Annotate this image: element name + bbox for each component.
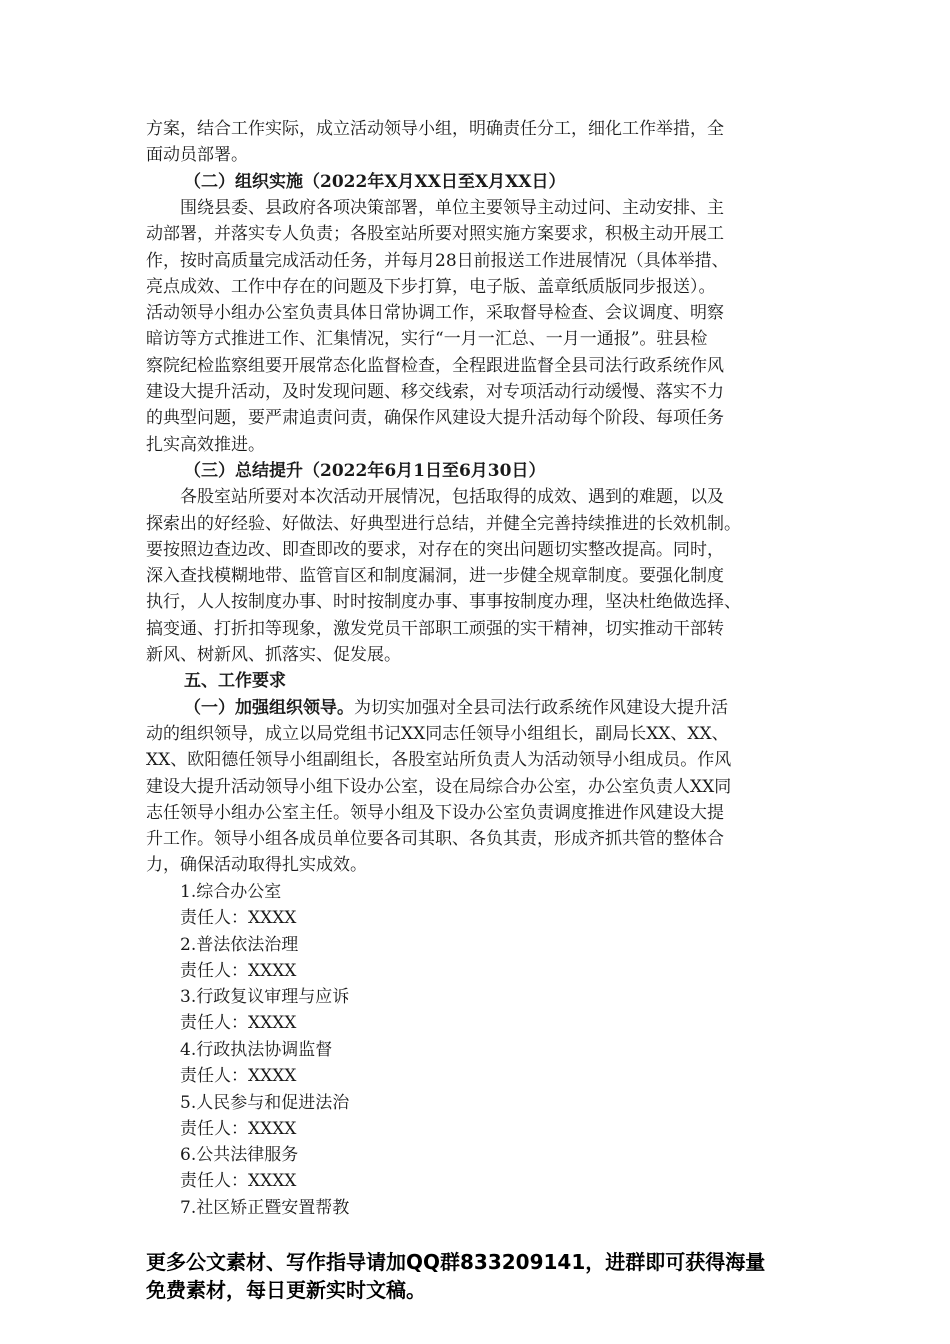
paragraph-line: 方案，结合工作实际，成立活动领导小组，明确责任分工，细化工作举措，全 [146,119,724,139]
paragraph-line: 升工作。领导小组各成员单位要各司其职、各负其责，形成齐抓共管的整体合 [146,829,724,849]
section-heading-requirements: 五、工作要求 [184,671,286,691]
paragraph-line: 活动领导小组办公室负责具体日常协调工作，采取督导检查、会议调度、明察 [146,303,724,323]
paragraph-line: 动部署，并落实专人负责；各股室站所要对照实施方案要求，积极主动开展工 [146,224,724,244]
unit-name: 2.普法依法治理 [180,935,299,955]
paragraph-line: 深入查找模糊地带、监管盲区和制度漏洞，进一步健全规章制度。要强化制度 [146,566,724,586]
unit-person: 责任人：XXXX [180,1013,297,1033]
paragraph-line [184,695,728,721]
unit-person: 责任人：XXXX [180,961,297,981]
footer-promo-line: 免费素材，每日更新实时文稿。 [146,1278,426,1302]
unit-name: 5.人民参与和促进法治 [180,1093,350,1113]
paragraph-line: 的典型问题，要严肃追责问责，确保作风建设大提升活动每个阶段、每项任务 [146,408,724,428]
paragraph-line: 建设大提升活动领导小组下设办公室，设在局综合办公室，办公室负责人XX同 [146,777,732,797]
footer-promo-line: 更多公文素材、写作指导请加QQ群833209141，进群即可获得海量 [146,1250,766,1274]
paragraph-line: 动的组织领导，成立以局党组书记XX同志任领导小组组长，副局长XX、XX、 [146,724,729,744]
paragraph-line: 执行，人人按制度办事、时时按制度办事、事事按制度办理，坚决杜绝做选择、 [146,592,741,612]
subheading-organization: （一）加强组织领导。 [184,698,354,718]
paragraph-line: 志任领导小组办公室主任。领导小组及下设办公室负责调度推进作风建设大提 [146,803,724,823]
section-heading-summary: （三）总结提升（2022年6月1日至6月30日） [184,461,546,481]
unit-name: 1.综合办公室 [180,882,282,902]
unit-person: 责任人：XXXX [180,908,297,928]
paragraph-line: 要按照边查边改、即查即改的要求，对存在的突出问题切实整改提高。同时， [146,540,724,560]
paragraph-line: 察院纪检监察组要开展常态化监督检查，全程跟进监督全县司法行政系统作风 [146,356,724,376]
paragraph-line: 各股室站所要对本次活动开展情况，包括取得的成效、遇到的难题，以及 [180,487,724,507]
paragraph-line: 力，确保活动取得扎实成效。 [146,855,367,875]
unit-person: 责任人：XXXX [180,1119,297,1139]
paragraph-line: 探索出的好经验、好做法、好典型进行总结，并健全完善持续推进的长效机制。 [146,514,741,534]
unit-name: 6.公共法律服务 [180,1145,299,1165]
paragraph-line: 扎实高效推进。 [146,435,265,455]
paragraph-line: 围绕县委、县政府各项决策部署，单位主要领导主动过问、主动安排、主 [180,198,724,218]
unit-person: 责任人：XXXX [180,1171,297,1191]
paragraph-line: 作，按时高质量完成活动任务，并每月28日前报送工作进展情况（具体举措、 [146,251,729,271]
unit-name: 3.行政复议审理与应诉 [180,987,350,1007]
paragraph-text: 为切实加强对全县司法行政系统作风建设大提升活 [354,698,728,718]
paragraph-line: 亮点成效、工作中存在的问题及下步打算，电子版、盖章纸质版同步报送）。 [146,277,716,297]
paragraph-line: 搞变通、打折扣等现象，激发党员干部职工顽强的实干精神，切实推动干部转 [146,619,724,639]
section-heading-implementation: （二）组织实施（2022年X月XX日至X月XX日） [184,172,566,192]
paragraph-line: 面动员部署。 [146,145,248,165]
paragraph-line: XX、欧阳德任领导小组副组长，各股室站所负责人为活动领导小组成员。作风 [146,750,732,770]
unit-name: 7.社区矫正暨安置帮教 [180,1198,350,1218]
unit-name: 4.行政执法协调监督 [180,1040,333,1060]
unit-person: 责任人：XXXX [180,1066,297,1086]
paragraph-line: 暗访等方式推进工作、汇集情况，实行“一月一汇总、一月一通报”。驻县检 [146,329,708,349]
paragraph-line: 新风、树新风、抓落实、促发展。 [146,645,401,665]
paragraph-line: 建设大提升活动，及时发现问题、移交线索，对专项活动行动缓慢、落实不力 [146,382,724,402]
